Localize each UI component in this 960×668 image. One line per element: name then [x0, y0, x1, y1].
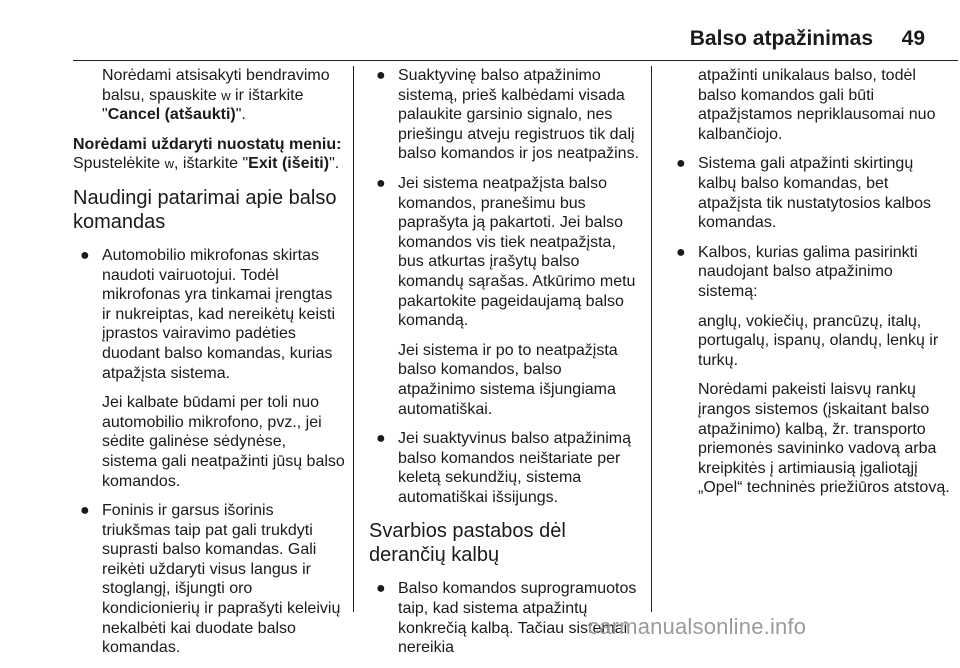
bullet-icon: ● [80, 246, 90, 264]
close-settings-heading: Norėdami uždaryti nuostatų meniu: [73, 135, 342, 153]
exit-command: Exit (išeiti) [248, 155, 330, 173]
languages-list-continued [669, 154, 954, 498]
continued-paragraph: atpažinti unikalaus balso, todėl balso komandos gali būti atpažįstamos nepriklausomai nuo kalbančiojo. [698, 67, 936, 143]
close-pre: Spustelėkite [73, 155, 161, 173]
intro-text-post: ir ištarkite [235, 86, 304, 104]
header-rule [73, 60, 958, 61]
intro-text-pre: balsu, spauskite [102, 86, 217, 104]
paragraph: Foninis ir garsus išorinis triukšmas taip pat gali trukdyti suprasti balso komandas. Gali reikėti uždaryti visus langus ir stoglangį, išjungti oro kondicionierių ir paprašyti keleivių nekalbėti kai duodate balso komandas. [102, 502, 341, 657]
bullet-icon: ● [676, 243, 686, 261]
list-item [73, 246, 345, 491]
tips-list-continued [369, 66, 641, 507]
bullet-icon: ● [80, 502, 90, 520]
section-heading-tips: Naudingi patarimai apie balso komandas [73, 186, 337, 233]
paragraph: Sistema gali atpažinti skirtingų kalbų balso komandas, bet atpažįsta tik nustatytosios kalbos komandas. [698, 155, 932, 232]
cancel-command: Cancel (atšaukti) [107, 106, 236, 124]
paragraph: Jei sistema ir po to neatpažįsta balso komandos, balso atpažinimo sistema išjungiama automatiškai. [398, 341, 618, 418]
quote-close: ". [235, 106, 246, 124]
paragraph: Balso komandos suprogramuotos taip, kad sistema atpažintų konkrečią kalbą. Tačiau sistemai nereikia [398, 580, 637, 657]
paragraph: Kalbos, kurias galima pasirinkti naudojant balso atpažinimo sistemą: [698, 243, 918, 300]
column-divider-2 [651, 66, 652, 612]
paragraph: Jei sistema neatpažįsta balso komandos, pranešimu bus paprašyta ją pakartoti. Jei balso komandos vis tiek neatpažįsta, bus atkurtas įrašytų balso komandų sąrašas. Atkūrimo metu pakartokite pageidaujamą balso komandą. [398, 174, 636, 330]
bullet-icon: ● [376, 580, 386, 598]
quote-open: " [102, 106, 108, 124]
paragraph: Jei kalbate būdami per toli nuo automobilio mikrofono, pvz., jei sėdite galinėse sėdynėse, sistema gali neatpažinti jūsų balso komandos. [102, 394, 345, 490]
cancel-instruction [73, 66, 345, 125]
close-post: ". [329, 155, 340, 173]
column-divider-1 [353, 66, 354, 612]
paragraph: Norėdami pakeisti laisvų rankų įrangos sistemos (įskaitant balso atpažinimo) kalbą, žr. transporto priemonės savininko vadovą arba kreipkitės į artimiausią įgaliotąjį „Opel“ techninės priežiūros atstovą. [698, 381, 950, 497]
tips-list [73, 246, 345, 658]
bullet-icon: ● [376, 174, 386, 192]
section-heading-languages: Svarbios pastabos dėl derančių kalbų [369, 520, 566, 567]
page-title: Balso atpažinimas [689, 27, 873, 50]
list-item [669, 154, 954, 232]
paragraph: Jei suaktyvinus balso atpažinimą balso komandos neištariate per keletą sekundžių, sistema automatiškai išsijungs. [398, 430, 632, 506]
bullet-icon: ● [376, 430, 386, 448]
voice-button-icon: w [164, 156, 175, 172]
paragraph: anglų, vokiečių, prancūzų, italų, portugalų, ispanų, olandų, lenkų ir turkų. [698, 312, 939, 369]
watermark: carmanualsonline.info [588, 614, 807, 639]
list-item [369, 429, 641, 507]
list-item [369, 174, 641, 419]
column-1 [73, 66, 345, 668]
column-2 [369, 66, 641, 668]
page-number: 49 [901, 27, 925, 50]
list-item [73, 501, 345, 658]
voice-button-icon: w [221, 87, 231, 103]
close-settings-instruction [73, 154, 345, 174]
column-3 [669, 66, 954, 508]
paragraph: Suaktyvinę balso atpažinimo sistemą, prieš kalbėdami visada palaukite garsinio signalo, nes priešingu atveju registruos tik dalį balso komandos ir jos neatpažins. [398, 67, 640, 163]
bullet-icon: ● [676, 155, 686, 173]
paragraph: Automobilio mikrofonas skirtas naudoti vairuotojui. Todėl mikrofonas yra tinkamai įrengtas ir nukreiptas, kad nereikėtų keisti įprastos vairavimo padėties duodant balso komandas, kurias atpažįsta sistema. [102, 246, 335, 382]
bullet-icon: ● [376, 67, 386, 84]
close-mid: , ištarkite " [174, 155, 249, 173]
intro-text: Norėdami atsisakyti bendravimo [102, 67, 330, 84]
list-item [669, 243, 954, 498]
list-item [369, 66, 641, 164]
page-header [0, 27, 960, 57]
